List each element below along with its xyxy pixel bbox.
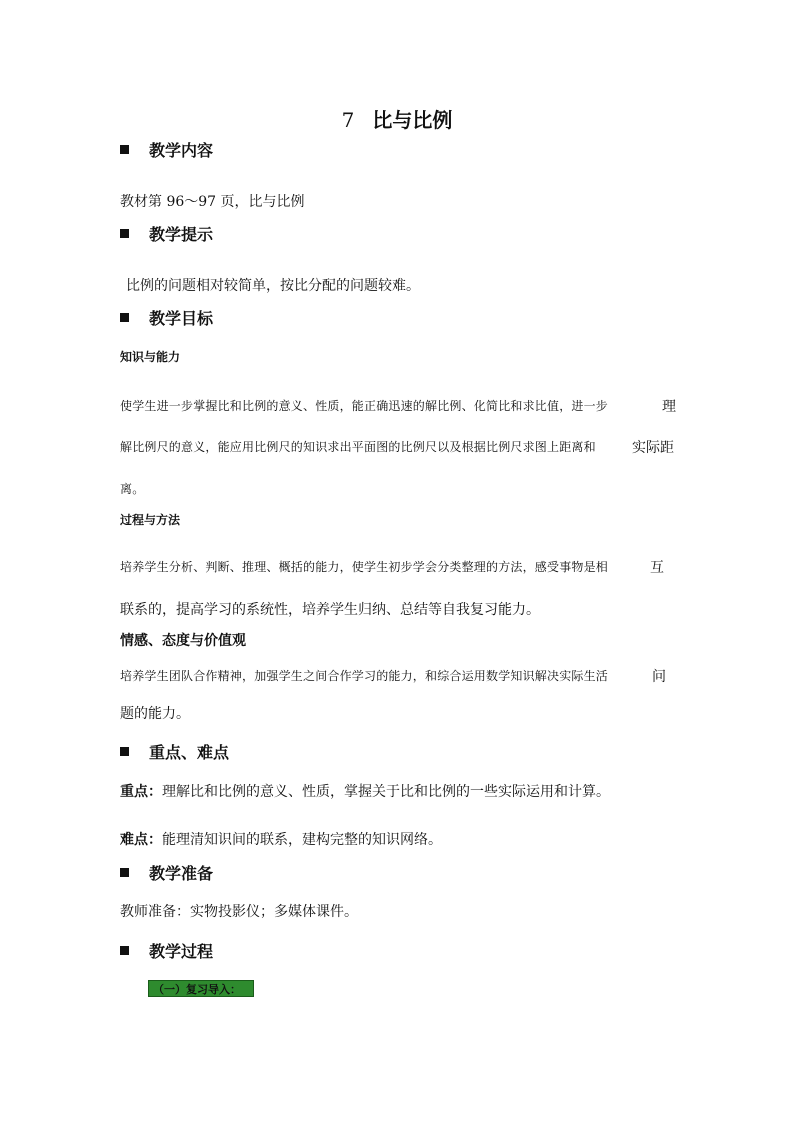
- emotion-line-2: 题的能力。: [120, 706, 190, 722]
- section-heading-goals: 教学目标: [120, 306, 213, 329]
- focus-label: 重点：: [120, 784, 162, 800]
- focus-text: 理解比和比例的意义、性质，掌握关于比和比例的一些实际运用和计算。: [162, 784, 610, 800]
- section-heading-key: 重点、难点: [120, 740, 229, 763]
- square-bullet-icon: [120, 868, 129, 877]
- content-text: 教材第 96～97 页，比与比例: [120, 194, 305, 210]
- section-heading-process: 教学过程: [120, 939, 213, 962]
- process-line-1: 培养学生分析、判断、推理、概括的能力，使学生初步学会分类整理的方法，感受事物是相: [120, 560, 609, 574]
- process-line-1-tail: 互: [650, 560, 664, 576]
- knowledge-line-2-tail: 实际距: [632, 440, 674, 456]
- hint-text: 比例的问题相对较简单，按比分配的问题较难。: [126, 278, 420, 294]
- knowledge-line-3: 离。: [120, 482, 145, 496]
- lesson-number: 7: [341, 108, 355, 132]
- square-bullet-icon: [120, 229, 129, 238]
- knowledge-line-2: 解比例尺的意义，能应用比例尺的知识求出平面图的比例尺以及根据比例尺求图上距离和: [120, 440, 596, 454]
- review-intro-tag: （一）复习导入：: [148, 980, 254, 997]
- difficulty-line: [120, 829, 442, 849]
- difficulty-label: 难点：: [120, 832, 162, 848]
- prep-text: 教师准备：实物投影仪；多媒体课件。: [120, 904, 358, 920]
- section-heading-content: 教学内容: [120, 138, 213, 161]
- square-bullet-icon: [120, 747, 129, 756]
- section-heading-hint: 教学提示: [120, 222, 213, 245]
- knowledge-label: 知识与能力: [120, 350, 181, 364]
- difficulty-text: 能理清知识间的联系，建构完整的知识网络。: [162, 832, 442, 848]
- section-heading-prep: 教学准备: [120, 861, 213, 884]
- emotion-line-1: 培养学生团队合作精神，加强学生之间合作学习的能力，和综合运用数学知识解决实际生活: [120, 669, 609, 683]
- emotion-label: 情感、态度与价值观: [120, 633, 246, 649]
- knowledge-line-1-tail: 理: [662, 399, 676, 415]
- page-title: [0, 104, 794, 133]
- square-bullet-icon: [120, 145, 129, 154]
- emotion-line-1-tail: 问: [652, 669, 666, 685]
- knowledge-line-1: 使学生进一步掌握比和比例的意义、性质，能正确迅速的解比例、化简比和求比值，进一步: [120, 399, 609, 413]
- focus-line: [120, 781, 610, 801]
- process-line-2: 联系的，提高学习的系统性，培养学生归纳、总结等自我复习能力。: [120, 602, 540, 618]
- square-bullet-icon: [120, 946, 129, 955]
- lesson-title: 比与比例: [372, 108, 453, 132]
- process-label: 过程与方法: [120, 513, 181, 527]
- square-bullet-icon: [120, 313, 129, 322]
